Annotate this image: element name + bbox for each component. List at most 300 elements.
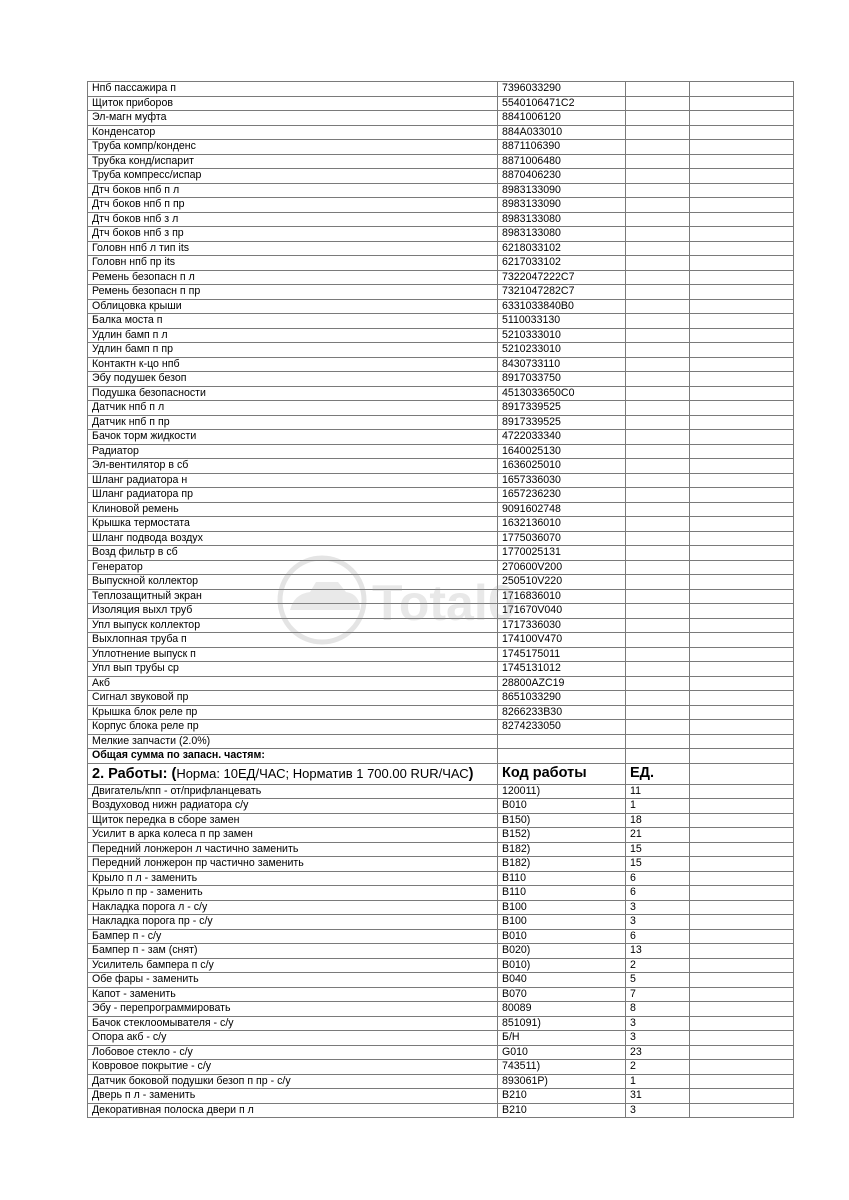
part-name: Упл выпуск коллектор	[88, 618, 498, 633]
part-code: 8274233050	[498, 720, 626, 735]
part-code: 270600V200	[498, 560, 626, 575]
work-cost	[690, 1089, 794, 1104]
work-name: Капот - заменить	[88, 987, 498, 1002]
part-row	[88, 125, 794, 140]
works-code-header: Код работы	[498, 763, 626, 784]
work-cost	[690, 1060, 794, 1075]
part-units	[626, 198, 690, 213]
part-units	[626, 183, 690, 198]
part-units	[626, 517, 690, 532]
part-row	[88, 227, 794, 242]
work-name: Щиток передка в сборе замен	[88, 813, 498, 828]
part-units	[626, 401, 690, 416]
part-code: 8917339525	[498, 401, 626, 416]
part-name: Удлин бамп п пр	[88, 343, 498, 358]
work-cost	[690, 1045, 794, 1060]
part-row	[88, 444, 794, 459]
works-section	[88, 784, 794, 1118]
part-name: Подушка безопасности	[88, 386, 498, 401]
work-units: 6	[626, 929, 690, 944]
part-code: 4722033340	[498, 430, 626, 445]
work-row	[88, 915, 794, 930]
work-code: 120011)	[498, 784, 626, 799]
part-row	[88, 285, 794, 300]
work-code: G010	[498, 1045, 626, 1060]
work-row	[88, 973, 794, 988]
part-name: Клиновой ремень	[88, 502, 498, 517]
part-row	[88, 357, 794, 372]
part-row	[88, 241, 794, 256]
part-name: Облицовка крыши	[88, 299, 498, 314]
work-cost	[690, 1002, 794, 1017]
part-code: 1745175011	[498, 647, 626, 662]
work-units: 3	[626, 1031, 690, 1046]
work-name: Двигатель/кпп - от/прифланцевать	[88, 784, 498, 799]
part-price	[690, 415, 794, 430]
part-price	[690, 676, 794, 691]
work-cost	[690, 915, 794, 930]
part-code: 8430733110	[498, 357, 626, 372]
part-name: Выхлопная труба п	[88, 633, 498, 648]
work-name: Эбу - перепрограммировать	[88, 1002, 498, 1017]
part-units	[626, 618, 690, 633]
part-name: Возд фильтр в сб	[88, 546, 498, 561]
part-row	[88, 662, 794, 677]
part-code: 250510V220	[498, 575, 626, 590]
part-units	[626, 575, 690, 590]
work-name: Воздуховод нижн радиатора с/у	[88, 799, 498, 814]
work-name: Накладка порога пр - с/у	[88, 915, 498, 930]
part-units	[626, 314, 690, 329]
part-price	[690, 343, 794, 358]
part-row	[88, 314, 794, 329]
part-row	[88, 575, 794, 590]
part-units	[626, 285, 690, 300]
work-name: Дверь п л - заменить	[88, 1089, 498, 1104]
work-cost	[690, 784, 794, 799]
part-name: Выпускной коллектор	[88, 575, 498, 590]
part-price	[690, 734, 794, 749]
part-units	[626, 227, 690, 242]
part-code: 9091602748	[498, 502, 626, 517]
part-code: 5210233010	[498, 343, 626, 358]
part-row	[88, 618, 794, 633]
part-name: Генератор	[88, 560, 498, 575]
part-price	[690, 154, 794, 169]
work-row	[88, 958, 794, 973]
part-row	[88, 256, 794, 271]
work-code: B152)	[498, 828, 626, 843]
work-units: 21	[626, 828, 690, 843]
work-row	[88, 987, 794, 1002]
part-price	[690, 314, 794, 329]
work-row	[88, 1002, 794, 1017]
part-row	[88, 502, 794, 517]
work-row	[88, 871, 794, 886]
part-price	[690, 430, 794, 445]
work-row	[88, 944, 794, 959]
part-price	[690, 473, 794, 488]
work-code: B070	[498, 987, 626, 1002]
part-price	[690, 386, 794, 401]
works-norm: Норма: 10ЕД/ЧАС; Норматив 1 700.00 RUR/ЧАС	[176, 765, 469, 781]
part-name: Эл-вентилятор в сб	[88, 459, 498, 474]
part-name: Изоляция выхл труб	[88, 604, 498, 619]
part-units	[626, 270, 690, 285]
part-row	[88, 676, 794, 691]
work-cost	[690, 871, 794, 886]
part-price	[690, 618, 794, 633]
part-price	[690, 517, 794, 532]
work-cost	[690, 842, 794, 857]
work-units: 6	[626, 886, 690, 901]
part-units	[626, 546, 690, 561]
part-row	[88, 720, 794, 735]
part-code: 1716836010	[498, 589, 626, 604]
part-units	[626, 633, 690, 648]
work-row	[88, 900, 794, 915]
part-units	[626, 531, 690, 546]
part-price	[690, 82, 794, 97]
part-code: 8917033750	[498, 372, 626, 387]
part-name: Дтч боков нпб з пр	[88, 227, 498, 242]
part-name: Конденсатор	[88, 125, 498, 140]
part-code: 8871106390	[498, 140, 626, 155]
part-row	[88, 734, 794, 749]
part-code: 174100V470	[498, 633, 626, 648]
part-price	[690, 401, 794, 416]
part-price	[690, 125, 794, 140]
work-units: 3	[626, 915, 690, 930]
estimate-sheet	[87, 81, 793, 1118]
part-code: 1717336030	[498, 618, 626, 633]
work-row	[88, 1016, 794, 1031]
part-code: 8651033290	[498, 691, 626, 706]
part-row	[88, 386, 794, 401]
part-units	[626, 386, 690, 401]
part-row	[88, 633, 794, 648]
part-units	[626, 691, 690, 706]
part-price	[690, 604, 794, 619]
work-name: Бачок стеклоомывателя - с/у	[88, 1016, 498, 1031]
work-name: Ковровое покрытие - с/у	[88, 1060, 498, 1075]
part-code: 4513033650C0	[498, 386, 626, 401]
part-units	[626, 212, 690, 227]
part-price	[690, 241, 794, 256]
work-units: 5	[626, 973, 690, 988]
part-code: 1657236230	[498, 488, 626, 503]
work-row	[88, 784, 794, 799]
part-row	[88, 328, 794, 343]
part-code: 8841006120	[498, 111, 626, 126]
work-row	[88, 886, 794, 901]
part-units	[626, 705, 690, 720]
part-units	[626, 256, 690, 271]
part-units	[626, 430, 690, 445]
part-name: Шланг подвода воздух	[88, 531, 498, 546]
part-price	[690, 633, 794, 648]
work-code: 851091)	[498, 1016, 626, 1031]
part-price	[690, 285, 794, 300]
part-name: Контактн к-цо нпб	[88, 357, 498, 372]
work-cost	[690, 886, 794, 901]
part-code: 5540106471C2	[498, 96, 626, 111]
part-units	[626, 96, 690, 111]
part-row	[88, 198, 794, 213]
part-price	[690, 198, 794, 213]
work-cost	[690, 828, 794, 843]
work-cost	[690, 813, 794, 828]
work-units: 13	[626, 944, 690, 959]
part-name: Радиатор	[88, 444, 498, 459]
part-code: 8983133090	[498, 183, 626, 198]
part-row	[88, 270, 794, 285]
work-name: Усилитель бампера п с/у	[88, 958, 498, 973]
work-cost	[690, 987, 794, 1002]
part-price	[690, 183, 794, 198]
part-code: 7321047282C7	[498, 285, 626, 300]
work-units: 15	[626, 842, 690, 857]
work-units: 1	[626, 1074, 690, 1089]
part-name: Сигнал звуковой пр	[88, 691, 498, 706]
part-code: 28800AZC19	[498, 676, 626, 691]
work-units: 2	[626, 958, 690, 973]
part-units	[626, 140, 690, 155]
part-name: Крышка термостата	[88, 517, 498, 532]
part-code: 5110033130	[498, 314, 626, 329]
part-name: Удлин бамп п л	[88, 328, 498, 343]
part-code: 8983133080	[498, 212, 626, 227]
part-code: 8917339525	[498, 415, 626, 430]
work-code: B110	[498, 871, 626, 886]
part-price	[690, 212, 794, 227]
part-row	[88, 372, 794, 387]
work-code: B010	[498, 929, 626, 944]
work-cost	[690, 799, 794, 814]
work-cost	[690, 900, 794, 915]
part-units	[626, 241, 690, 256]
part-code: 8870406230	[498, 169, 626, 184]
work-row	[88, 842, 794, 857]
work-cost	[690, 929, 794, 944]
part-row	[88, 401, 794, 416]
part-row	[88, 96, 794, 111]
part-units	[626, 589, 690, 604]
work-units: 31	[626, 1089, 690, 1104]
work-units: 1	[626, 799, 690, 814]
work-code: B020)	[498, 944, 626, 959]
part-code: 8871006480	[498, 154, 626, 169]
part-price	[690, 575, 794, 590]
work-code: Б/Н	[498, 1031, 626, 1046]
part-price	[690, 459, 794, 474]
part-code: 884A033010	[498, 125, 626, 140]
part-row	[88, 430, 794, 445]
part-name: Ремень безопасн п пр	[88, 285, 498, 300]
work-name: Датчик боковой подушки безоп п пр - с/у	[88, 1074, 498, 1089]
work-code: B150)	[498, 813, 626, 828]
part-code: 1775036070	[498, 531, 626, 546]
work-row	[88, 813, 794, 828]
part-units	[626, 604, 690, 619]
part-row	[88, 154, 794, 169]
work-name: Крыло п пр - заменить	[88, 886, 498, 901]
part-units	[626, 111, 690, 126]
part-units	[626, 560, 690, 575]
part-price	[690, 488, 794, 503]
work-units: 18	[626, 813, 690, 828]
part-units	[626, 372, 690, 387]
part-units	[626, 169, 690, 184]
part-price	[690, 502, 794, 517]
part-price	[690, 662, 794, 677]
work-name: Бампер п - с/у	[88, 929, 498, 944]
work-code: B182)	[498, 857, 626, 872]
part-units	[626, 662, 690, 677]
part-code: 8983133080	[498, 227, 626, 242]
work-cost	[690, 1016, 794, 1031]
work-row	[88, 1031, 794, 1046]
part-row	[88, 169, 794, 184]
part-units	[626, 299, 690, 314]
parts-section	[88, 82, 794, 749]
work-units: 7	[626, 987, 690, 1002]
part-name: Трубка конд/испарит	[88, 154, 498, 169]
part-units	[626, 82, 690, 97]
part-row	[88, 343, 794, 358]
part-name: Бачок торм жидкости	[88, 430, 498, 445]
works-header-row	[88, 763, 794, 784]
part-units	[626, 647, 690, 662]
part-row	[88, 560, 794, 575]
part-price	[690, 140, 794, 155]
part-row	[88, 517, 794, 532]
work-code: 80089	[498, 1002, 626, 1017]
part-row	[88, 546, 794, 561]
work-row	[88, 1060, 794, 1075]
part-name: Дтч боков нпб п л	[88, 183, 498, 198]
work-row	[88, 929, 794, 944]
part-name: Труба компр/конденс	[88, 140, 498, 155]
part-row	[88, 459, 794, 474]
part-code: 6331033840B0	[498, 299, 626, 314]
part-row	[88, 212, 794, 227]
part-name: Эл-магн муфта	[88, 111, 498, 126]
work-cost	[690, 1031, 794, 1046]
part-row	[88, 589, 794, 604]
part-code: 8983133090	[498, 198, 626, 213]
part-name: Теплозащитный экран	[88, 589, 498, 604]
part-row	[88, 604, 794, 619]
estimate-table	[87, 81, 794, 1118]
part-name: Упл вып трубы ср	[88, 662, 498, 677]
part-code	[498, 734, 626, 749]
part-code: 1657336030	[498, 473, 626, 488]
work-row	[88, 1074, 794, 1089]
part-price	[690, 328, 794, 343]
part-name: Труба компресс/испар	[88, 169, 498, 184]
part-name: Шланг радиатора пр	[88, 488, 498, 503]
work-name: Крыло п л - заменить	[88, 871, 498, 886]
part-price	[690, 444, 794, 459]
work-code: B100	[498, 915, 626, 930]
part-row	[88, 705, 794, 720]
part-price	[690, 647, 794, 662]
part-units	[626, 444, 690, 459]
part-code: 171670V040	[498, 604, 626, 619]
part-name: Нпб пассажира п	[88, 82, 498, 97]
work-code: B110	[498, 886, 626, 901]
part-name: Головн нпб пр its	[88, 256, 498, 271]
work-name: Накладка порога л - с/у	[88, 900, 498, 915]
part-code: 5210333010	[498, 328, 626, 343]
part-units	[626, 125, 690, 140]
part-price	[690, 96, 794, 111]
part-units	[626, 357, 690, 372]
part-price	[690, 169, 794, 184]
part-row	[88, 140, 794, 155]
work-cost	[690, 1074, 794, 1089]
part-price	[690, 589, 794, 604]
part-units	[626, 720, 690, 735]
part-price	[690, 560, 794, 575]
part-price	[690, 372, 794, 387]
part-row	[88, 488, 794, 503]
work-code: B010	[498, 799, 626, 814]
part-units	[626, 415, 690, 430]
work-cost	[690, 857, 794, 872]
part-name: Щиток приборов	[88, 96, 498, 111]
parts-total-section	[88, 749, 794, 785]
part-row	[88, 531, 794, 546]
part-price	[690, 546, 794, 561]
work-units: 3	[626, 1103, 690, 1118]
part-price	[690, 256, 794, 271]
part-code: 1770025131	[498, 546, 626, 561]
work-name: Опора акб - с/у	[88, 1031, 498, 1046]
part-units	[626, 734, 690, 749]
part-row	[88, 415, 794, 430]
part-units	[626, 473, 690, 488]
part-name: Эбу подушек безоп	[88, 372, 498, 387]
work-code: B010)	[498, 958, 626, 973]
part-name: Датчик нпб п л	[88, 401, 498, 416]
work-code: B100	[498, 900, 626, 915]
part-price	[690, 299, 794, 314]
work-cost	[690, 1103, 794, 1118]
work-cost	[690, 973, 794, 988]
works-title: 2. Работы:	[92, 765, 168, 782]
part-price	[690, 270, 794, 285]
work-row	[88, 1089, 794, 1104]
part-code: 7396033290	[498, 82, 626, 97]
work-code: 893061P)	[498, 1074, 626, 1089]
part-row	[88, 183, 794, 198]
work-row	[88, 1103, 794, 1118]
work-name: Передний лонжерон л частично заменить	[88, 842, 498, 857]
part-row	[88, 473, 794, 488]
work-cost	[690, 958, 794, 973]
work-code: 743511)	[498, 1060, 626, 1075]
part-units	[626, 343, 690, 358]
work-name: Декоративная полоска двери п л	[88, 1103, 498, 1118]
part-units	[626, 676, 690, 691]
work-name: Передний лонжерон пр частично заменить	[88, 857, 498, 872]
part-row	[88, 82, 794, 97]
work-units: 15	[626, 857, 690, 872]
parts-total-row	[88, 749, 794, 764]
part-units	[626, 488, 690, 503]
